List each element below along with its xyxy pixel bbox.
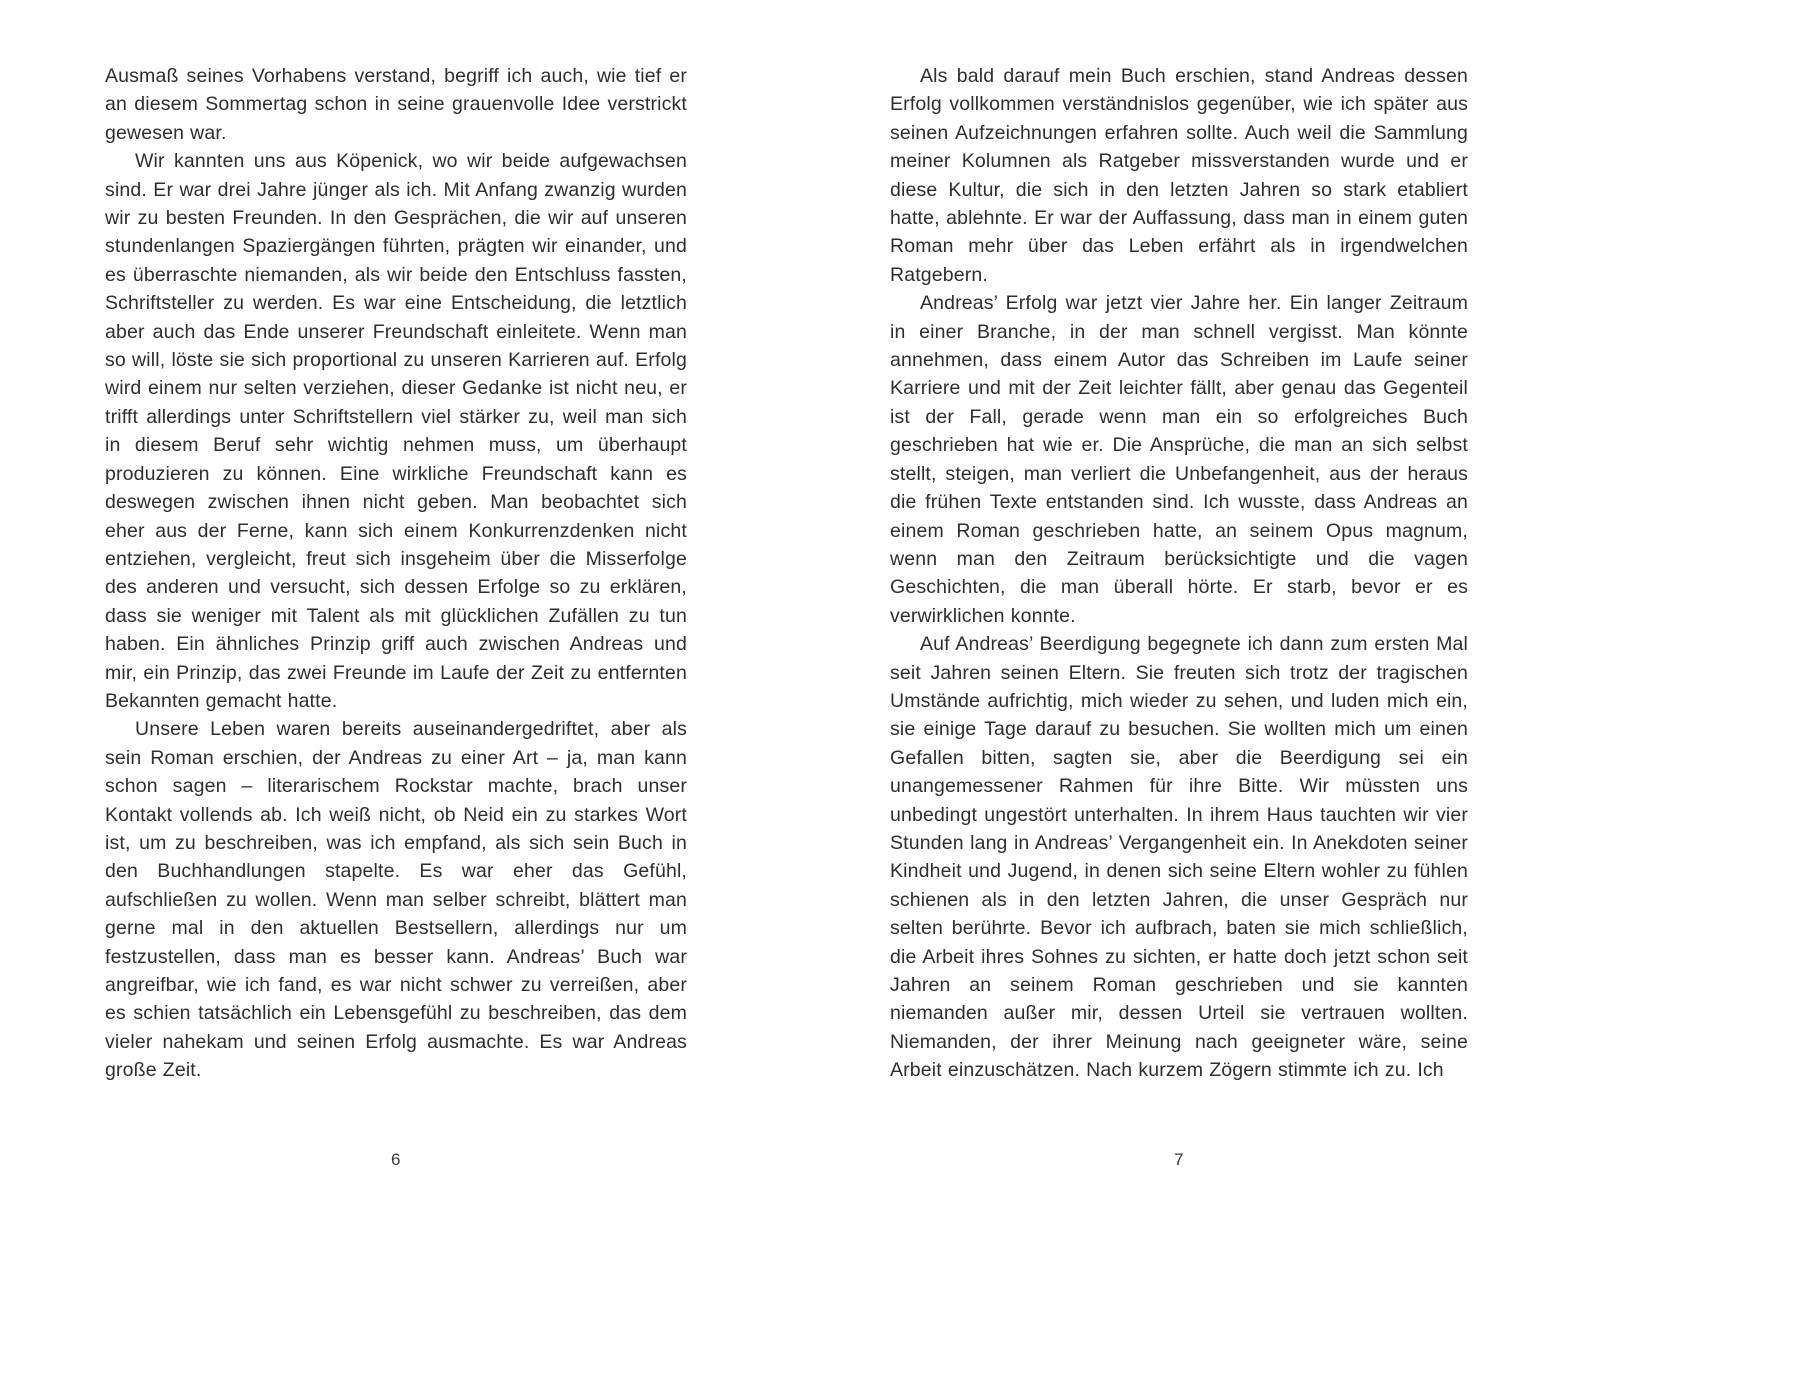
book-page-left-text <box>105 62 687 1085</box>
paragraph: Ausmaß seines Vorhabens verstand, begriff ich auch, wie tief er an diesem Sommertag schon in seine grauenvolle Idee verstrickt gewesen war. <box>105 65 687 144</box>
paragraph: Als bald darauf mein Buch erschien, stand Andreas dessen Erfolg vollkommen verständnislos gegenüber, wie ich später aus seinen Aufzeichnungen erfahren sollte. Auch weil die Sammlung meiner Kolumnen als Ratgeber missverstanden wurde und er diese Kultur, die sich in den letzten Jahren so stark etabliert hatte, ablehnte. Er war der Auffassung, dass man in einem guten Roman mehr über das Leben erfährt als in irgendwelchen Ratgebern. <box>890 65 1468 286</box>
book-page-right-text <box>890 62 1468 1085</box>
paragraph: Andreas’ Erfolg war jetzt vier Jahre her. Ein langer Zeitraum in einer Branche, in der man schnell vergisst. Man könnte annehmen, dass einem Autor das Schreiben im Laufe seiner Karriere und mit der Zeit leichter fällt, aber genau das Gegenteil ist der Fall, gerade wenn man ein so erfolgreiches Buch geschrieben hat wie er. Die Ansprüche, die man an sich selbst stellt, steigen, man verliert die Unbefangenheit, aus der heraus die frühen Texte entstanden sind. Ich wusste, dass Andreas an einem Roman geschrieben hatte, an seinem Opus magnum, wenn man den Zeitraum berücksichtigte und die vagen Geschichten, die man überall hörte. Er starb, bevor er es verwirklichen konnte. <box>890 292 1468 627</box>
paragraph: Wir kannten uns aus Köpenick, wo wir beide aufgewachsen sind. Er war drei Jahre jünger als ich. Mit Anfang zwanzig wurden wir zu besten Freunden. In den Gesprächen, die wir auf unseren stundenlangen Spaziergängen führten, prägten wir einander, und es überraschte niemanden, als wir beide den Entschluss fassten, Schriftsteller zu werden. Es war eine Entscheidung, die letztlich aber auch das Ende unserer Freundschaft einleitete. Wenn man so will, löste sie sich proportional zu unseren Karrieren auf. Erfolg wird einem nur selten verziehen, dieser Gedanke ist nicht neu, er trifft allerdings unter Schriftstellern viel stärker zu, weil man sich in diesem Beruf sehr wichtig nehmen muss, um überhaupt produzieren zu können. Eine wirkliche Freundschaft kann es deswegen zwischen ihnen nicht geben. Man beobachtet sich eher aus der Ferne, kann sich einem Konkurrenzdenken nicht entziehen, vergleicht, freut sich insgeheim über die Misserfolge des anderen und versucht, sich dessen Erfolge so zu erklären, dass sie weniger mit Talent als mit glücklichen Zufällen zu tun haben. Ein ähnliches Prinzip griff auch zwischen Andreas und mir, ein Prinzip, das zwei Freunde im Laufe der Zeit zu entfernten Bekannten gemacht hatte. <box>105 150 687 712</box>
paragraph: Auf Andreas’ Beerdigung begegnete ich dann zum ersten Mal seit Jahren seinen Eltern. Sie freuten sich trotz der tragischen Umstände aufrichtig, mich wieder zu sehen, und luden mich ein, sie einige Tage darauf zu besuchen. Sie wollten mich um einen Gefallen bitten, sagten sie, aber die Beerdigung sei ein unangemessener Rahmen für ihre Bitte. Wir müssten uns unbedingt ungestört unterhalten. In ihrem Haus tauchten wir vier Stunden lang in Andreas’ Vergangenheit ein. In Anekdoten seiner Kindheit und Jugend, in denen sich seine Eltern wohler zu fühlen schienen als in den letzten Jahren, die unser Gespräch nur selten berührte. Bevor ich aufbrach, baten sie mich schließlich, die Arbeit ihres Sohnes zu sichten, er hatte doch jetzt schon seit Jahren an seinem Roman geschrieben und sie kannten niemanden außer mir, dessen Urteil sie vertrauen wollten. Niemanden, der ihrer Meinung nach geeigneter wäre, seine Arbeit einzuschätzen. Nach kurzem Zögern stimmte ich zu. Ich <box>890 633 1468 1082</box>
page-number-left: 6 <box>391 1150 401 1169</box>
page-number-right: 7 <box>1174 1150 1184 1169</box>
paragraph: Unsere Leben waren bereits auseinandergedriftet, aber als sein Roman erschien, der Andreas zu einer Art – ja, man kann schon sagen – literarischem Rockstar machte, brach unser Kontakt vollends ab. Ich weiß nicht, ob Neid ein zu starkes Wort ist, um zu beschreiben, was ich empfand, als sich sein Buch in den Buchhandlungen stapelte. Es war eher das Gefühl, aufschließen zu wollen. Wenn man selber schreibt, blättert man gerne mal in den aktuellen Bestsellern, allerdings nur um festzustellen, dass man es besser kann. Andreas’ Buch war angreifbar, wie ich fand, es war nicht schwer zu verreißen, aber es schien tatsächlich ein Lebensgefühl zu beschreiben, das dem vieler nahekam und seinen Erfolg ausmachte. Es war Andreas große Zeit. <box>105 718 687 1082</box>
